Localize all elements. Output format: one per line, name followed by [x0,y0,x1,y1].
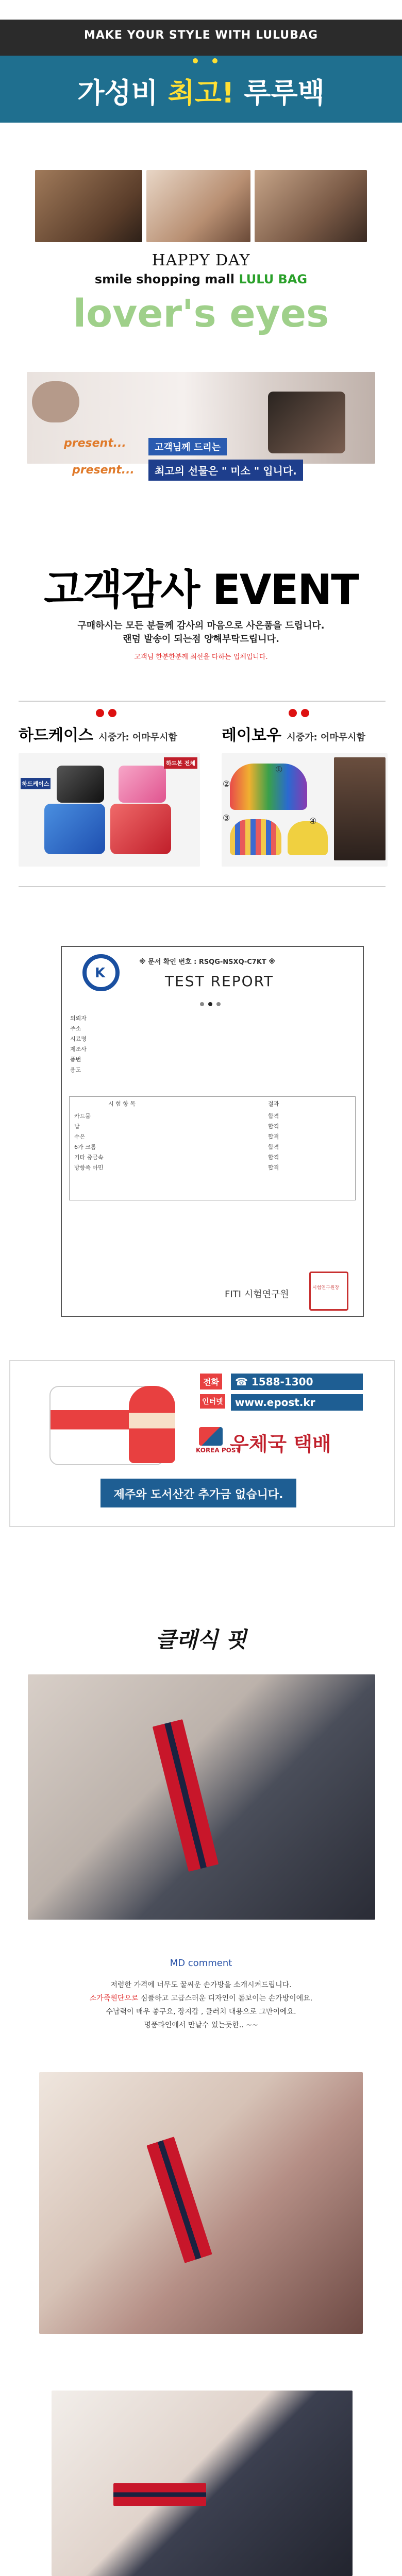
gift-1-dots [94,709,119,719]
present-banner-face-left [32,381,79,422]
header-title [0,71,402,111]
event-title: 고객감사 EVENT [44,566,358,614]
report-table [69,1096,356,1200]
md-line-2 [0,1993,402,2003]
happy-day-text: HAPPY DAY [152,251,250,269]
present-banner-face-right [268,392,345,453]
korea-post-brand: 우체국 택배 [230,1433,331,1455]
mall-text-pre: smile shopping mall [94,272,239,286]
report-label-6: 용도 [70,1066,81,1073]
report-label-3: 시료명 [70,1036,87,1042]
phone-label: 전화 [200,1374,222,1389]
md-line-2-rest: 심플하고 고급스러운 디자인이 돋보이는 손가방이에요. [138,1994,313,2003]
report-item-4: 6가 크롬 [74,1144,96,1150]
gift-2-num-3: ③ [223,813,230,823]
gift-1-badge-2: 하드본 전체 [164,757,197,769]
product-photo-2 [39,2072,363,2334]
mall-text [0,272,402,286]
lovers-eyes-title: lover's eyes [73,292,329,336]
delivery-mascot [129,1386,175,1463]
delivery-site: www.epost.kr [231,1394,363,1411]
event-line-2: 랜덤 발송이 되는점 양해부탁드립니다. [123,634,279,645]
present-text-1: present... [64,437,126,450]
header-dots [186,56,225,65]
report-result-5: 합격 [268,1154,279,1161]
model-photo-1 [35,170,142,242]
korea-post-logo [199,1427,223,1446]
hard-case-red [110,804,171,854]
present-text-2: present... [72,464,135,477]
gift-1-badge-1: 하드케이스 [21,778,51,789]
hard-case-blue [44,804,105,854]
report-table-result-header: 결과 [268,1100,279,1107]
report-footer: FITI 시험연구원 [225,1289,289,1300]
report-item-2: 납 [74,1123,80,1130]
report-result-1: 합격 [268,1113,279,1120]
event-note: 고객님 한분한분께 최선을 다하는 업체입니다. [134,653,268,661]
gift-1-sub: 시중가: 어마무시함 [98,732,177,743]
phone-number: ☎ 1588-1300 [231,1374,363,1390]
header-title-highlight: 최고! [167,77,234,109]
delivery-band-text: 제주와 도서산간 추가금 없습니다. [113,1488,283,1501]
report-result-2: 합격 [268,1123,279,1130]
event-divider-top [19,701,386,702]
report-dots [198,998,223,1008]
classic-fit-title: 클래식 핏 [155,1627,247,1652]
kc-logo-mark: K [95,965,106,981]
product-photo-3-stripe [113,2483,206,2506]
report-label-5: 품번 [70,1056,81,1063]
header-title-post: 루루백 [234,77,325,109]
report-item-5: 기타 중금속 [74,1154,104,1161]
report-item-6: 방향족 아민 [74,1164,104,1171]
gift-2-heading [222,722,365,745]
md-line-4: 명품라인에서 만날수 있는듯한.. ~~ [144,2021,258,2029]
hard-case-pink [119,766,166,803]
gift-2-num-4: ④ [309,816,317,826]
report-label-4: 제조사 [70,1046,87,1053]
pouch-model [334,757,386,860]
gift-2-title: 레이보우 [222,726,281,744]
report-item-3: 수은 [74,1133,86,1140]
report-result-3: 합격 [268,1133,279,1140]
report-label-2: 주소 [70,1025,81,1032]
present-line-2: 최고의 선물은 " 미소 " 입니다. [148,460,303,481]
gift-2-num-1: ① [275,765,283,774]
md-line-2-red: 소가죽원단으로 [89,1994,139,2003]
hard-case-black [57,766,104,803]
event-line-1: 구매하시는 모든 분들께 감사의 마음으로 사은품을 드립니다. [77,620,325,631]
header-title-pre: 가성비 [77,77,168,109]
gift-1-heading [19,722,177,745]
header-tagline: MAKE YOUR STYLE WITH LULUBAG [83,29,319,42]
gift-2-sub: 시중가: 어마무시함 [287,732,365,743]
test-report [61,946,364,1317]
report-confirm: ※ 문서 확인 번호 : RSQG-NSXQ-C7KT ※ [139,958,275,966]
gift-2-num-2: ② [223,779,230,789]
model-photo-2 [146,170,250,242]
report-stamp-text: 시험연구원장 [312,1285,340,1291]
md-line-1: 저렴한 가격에 너무도 꿀씨운 손가방을 소개시켜드립니다. [110,1981,292,1989]
present-line-1: 고객님께 드리는 [148,438,227,455]
report-label-1: 의뢰자 [70,1015,87,1022]
model-photo-3 [255,170,367,242]
internet-label: 인터넷 [200,1394,225,1409]
pouch-colorful [230,764,307,810]
korea-post-label: KOREA POST [196,1447,240,1454]
report-result-6: 합격 [268,1164,279,1171]
mall-brand: LULU BAG [239,272,308,286]
gift-2-dots [287,709,311,719]
report-item-1: 카드뮴 [74,1113,91,1120]
report-stamp [309,1272,348,1311]
event-divider-bottom [19,886,386,887]
gift-1-title: 하드케이스 [19,726,93,744]
md-line-3: 수납력이 매우 좋구요, 장지갑 , 클러치 대용으로 그만이에요. [106,2008,296,2016]
md-comment-title: MD comment [170,1958,232,1969]
report-result-4: 합격 [268,1144,279,1150]
report-title: TEST REPORT [165,973,274,990]
pouch-yellow [288,821,328,855]
report-table-header: 시 험 항 목 [108,1100,136,1107]
pouch-stripes [230,819,281,855]
